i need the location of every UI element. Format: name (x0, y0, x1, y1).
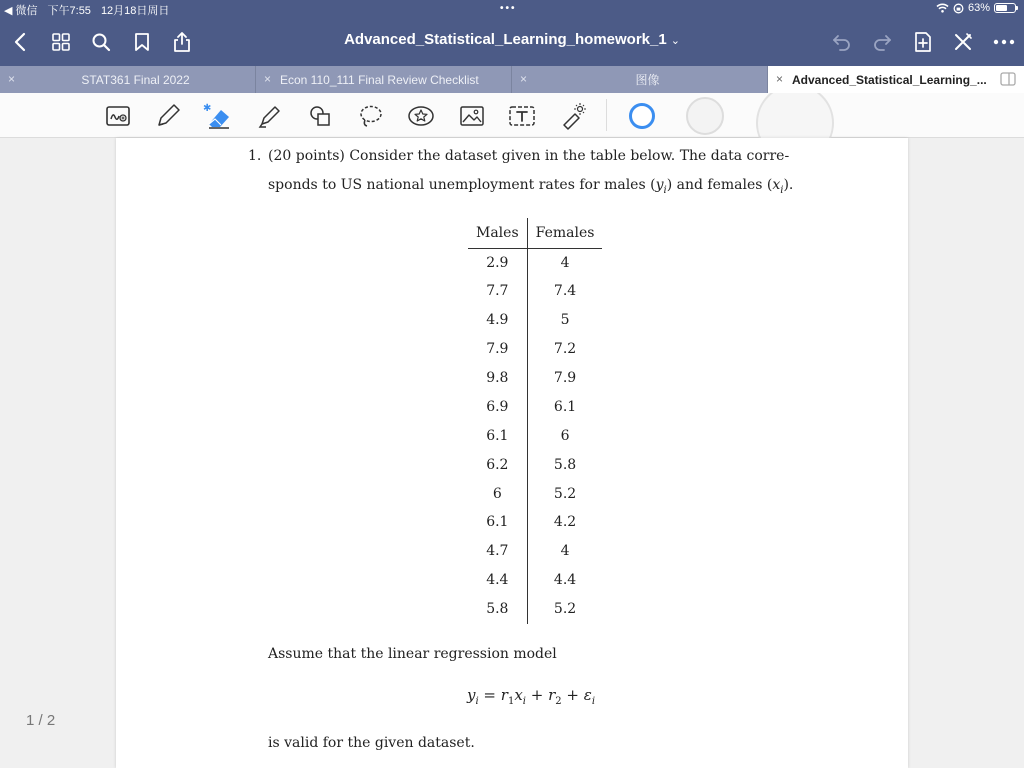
tab-close-icon[interactable]: × (776, 72, 784, 86)
table-row (468, 364, 602, 393)
tab-econ-110-checklist[interactable] (256, 66, 512, 93)
problem-text-line-2: sponds to US national unemployment rates for males $(y_i)$ and females $(x_i)$. (268, 177, 794, 196)
cell-males: 4.4 (468, 566, 527, 595)
handwriting-to-text-icon[interactable] (102, 100, 134, 132)
eraser-tool-icon[interactable] (202, 100, 234, 132)
table-row (468, 479, 602, 508)
cell-males: 4.7 (468, 537, 527, 566)
table-row (468, 508, 602, 537)
document-viewer[interactable] (0, 138, 1024, 768)
cell-males: 7.9 (468, 335, 527, 364)
annotation-toolbar (0, 93, 1024, 138)
cell-females: 4.4 (553, 572, 577, 589)
tab-close-icon[interactable]: × (8, 72, 16, 86)
battery-icon (994, 3, 1016, 13)
column-header-females: Females (527, 218, 602, 248)
laser-pointer-icon[interactable] (557, 100, 589, 132)
cell-males: 6.1 (468, 421, 527, 450)
column-header-males: Males (468, 218, 527, 248)
table-row (468, 595, 602, 624)
back-chevron-icon[interactable] (6, 28, 34, 56)
split-view-icon[interactable] (1000, 72, 1016, 86)
table-row (468, 306, 602, 335)
regression-equation: $y_i = r_1x_i + r_2 + \varepsilon_i$ (466, 686, 596, 707)
page-indicator: 1 / 2 (26, 712, 56, 729)
cell-males: 6 (468, 479, 527, 508)
svg-text:✱: ✱ (203, 103, 212, 114)
eraser-size-medium-icon[interactable] (684, 95, 726, 137)
cell-males: 6.2 (468, 450, 527, 479)
cell-females: 7.9 (553, 370, 577, 386)
status-date: 12月18日周日 (100, 5, 170, 17)
cell-males: 6.9 (468, 392, 527, 421)
cell-females: 4.2 (553, 514, 577, 531)
unemployment-data-table (468, 218, 602, 624)
orientation-lock-icon (953, 3, 964, 14)
text-box-tool-icon[interactable] (506, 100, 538, 132)
cell-females: 5 (560, 312, 570, 329)
cell-males: 2.9 (468, 248, 527, 277)
tab-image[interactable] (512, 66, 768, 93)
table-row (468, 537, 602, 566)
tab-label: Econ 110_111 Final Review Checklist (280, 72, 479, 87)
cell-females: 7.2 (553, 341, 577, 358)
toolbar-divider (606, 99, 607, 131)
problem-number: 1. (248, 148, 262, 164)
sticker-tool-icon[interactable] (405, 100, 437, 132)
tab-label: 图像 (635, 73, 660, 87)
tab-stat361-final[interactable] (0, 66, 256, 93)
bookmark-icon[interactable] (128, 28, 156, 56)
table-row (468, 392, 602, 421)
cell-females: 4 (560, 254, 570, 271)
chevron-down-icon: ⌄ (670, 35, 680, 47)
cell-males: 7.7 (468, 277, 527, 306)
nav-bar (0, 22, 1024, 62)
cell-females: 5.8 (553, 456, 577, 473)
tab-close-icon[interactable]: × (264, 72, 272, 86)
table-row (468, 277, 602, 306)
document-tab-bar (0, 66, 1024, 93)
assumption-text: Assume that the linear regression model (268, 646, 557, 662)
cell-females: 6.1 (553, 398, 577, 415)
cell-males: 4.9 (468, 306, 527, 335)
search-icon[interactable] (87, 28, 115, 56)
pdf-page[interactable] (116, 138, 908, 768)
tab-label: Advanced_Statistical_Learning_... (792, 72, 987, 87)
table-row (468, 566, 602, 595)
highlighter-tool-icon[interactable] (254, 100, 286, 132)
add-page-icon[interactable] (909, 28, 937, 56)
pen-off-icon[interactable] (949, 28, 977, 56)
validity-text: is valid for the given dataset. (268, 735, 475, 751)
cell-females: 4 (560, 543, 570, 560)
pen-tool-icon[interactable] (152, 100, 184, 132)
lasso-tool-icon[interactable] (355, 100, 387, 132)
more-options-icon[interactable] (990, 28, 1018, 56)
eraser-size-small-icon[interactable] (626, 100, 658, 132)
cell-males: 6.1 (468, 508, 527, 537)
cell-males: 9.8 (468, 364, 527, 393)
share-icon[interactable] (168, 28, 196, 56)
cell-females: 5.2 (553, 601, 577, 618)
table-row (468, 335, 602, 364)
table-header-row (468, 218, 602, 248)
tab-label: STAT361 Final 2022 (81, 72, 190, 87)
battery-percent: 63% (967, 2, 990, 14)
top-bar (0, 0, 1024, 66)
cell-females: 5.2 (553, 485, 577, 502)
problem-text-line-1: (20 points) Consider the dataset given in the table below. The data corre- (268, 148, 790, 164)
status-bar (0, 0, 1024, 18)
cell-males: 5.8 (468, 595, 527, 624)
document-title: Advanced_Statistical_Learning_homework_1 (344, 31, 667, 48)
table-row (468, 248, 602, 277)
tab-close-icon[interactable]: × (520, 72, 528, 86)
redo-icon[interactable] (868, 28, 896, 56)
multitasking-dots-icon[interactable]: ••• (500, 3, 517, 14)
shapes-tool-icon[interactable] (304, 100, 336, 132)
grid-view-icon[interactable] (47, 28, 75, 56)
status-time: 下午7:55 (47, 5, 91, 17)
eraser-size-large-icon[interactable] (754, 93, 836, 138)
back-to-app-link[interactable]: ◀ 微信 (4, 5, 38, 17)
table-row (468, 450, 602, 479)
table-row (468, 421, 602, 450)
tab-advanced-statistical-learning[interactable] (768, 66, 1024, 93)
image-tool-icon[interactable] (456, 100, 488, 132)
undo-icon[interactable] (828, 28, 856, 56)
wifi-icon (936, 3, 949, 13)
cell-females: 6 (560, 427, 570, 444)
cell-females: 7.4 (553, 283, 577, 300)
